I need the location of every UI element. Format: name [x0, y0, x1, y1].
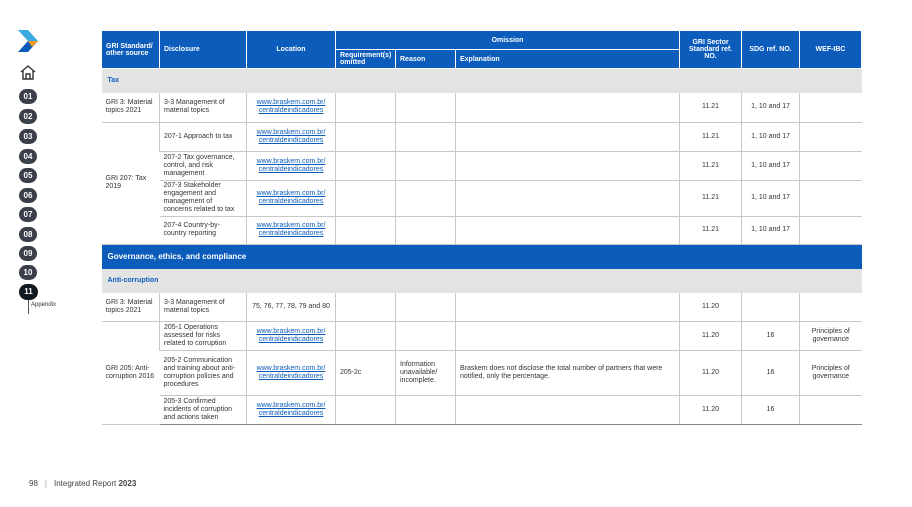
disclosure-cell: 205-2 Communication and training about anti-corruption policies and procedures — [160, 351, 247, 396]
location-link[interactable]: www.braskem.com.br/ centraldeindicadores — [256, 328, 326, 343]
nav-item-08[interactable]: 08 — [19, 227, 37, 242]
location-cell — [247, 216, 336, 244]
sdg-cell: 1, 10 and 17 — [742, 151, 800, 180]
sector-cell: 11.20 — [680, 322, 742, 351]
header-omission: Omission — [336, 31, 680, 50]
standard-cell: GRI 3: Material topics 2021 — [102, 293, 160, 322]
section-anticorruption: Anti-corruption — [102, 269, 862, 293]
location-cell — [247, 351, 336, 396]
page-number: 98 — [29, 479, 38, 488]
nav-item-10[interactable]: 10 — [19, 265, 37, 280]
nav-item-05[interactable]: 05 — [19, 168, 37, 183]
nav-sub-divider — [28, 300, 29, 314]
nav-item-02[interactable]: 02 — [19, 109, 37, 124]
disclosure-cell: 205-1 Operations assessed for risks related to corruption — [160, 322, 247, 351]
location-link[interactable]: www.braskem.com.br/ centraldeindicadores — [256, 190, 326, 205]
header-explanation: Explanation — [456, 50, 680, 69]
reason-cell: Information unavailable/ incomplete. — [396, 351, 456, 396]
braskem-logo-icon — [18, 30, 38, 52]
sdg-cell: 1, 10 and 17 — [742, 180, 800, 216]
location-cell: 75, 76, 77, 78, 79 and 80 — [247, 293, 336, 322]
sector-cell: 11.21 — [680, 216, 742, 244]
sector-cell: 11.21 — [680, 122, 742, 151]
table-row — [102, 122, 862, 151]
standard-cell: GRI 205: Anti-corruption 2016 — [102, 322, 160, 425]
header-reason: Reason — [396, 50, 456, 69]
location-cell — [247, 122, 336, 151]
house-icon[interactable] — [19, 64, 37, 80]
sdg-cell: 1, 10 and 17 — [742, 93, 800, 122]
explanation-cell: Braskem does not disclose the total number of partners that were notified, only the percentage. — [456, 351, 680, 396]
nav-item-07[interactable]: 07 — [19, 207, 37, 222]
sector-cell: 11.21 — [680, 151, 742, 180]
wef-cell: Principles of governance — [800, 351, 862, 396]
table-row — [102, 351, 862, 396]
report-name: Integrated Report — [53, 479, 117, 488]
header-standard: GRI Standard/ other source — [102, 31, 160, 69]
location-link[interactable]: www.braskem.com.br/ centraldeindicadores — [256, 222, 326, 237]
location-link[interactable]: www.braskem.com.br/ centraldeindicadores — [256, 99, 326, 115]
location-link[interactable]: www.braskem.com.br/ centraldeindicadores — [256, 402, 326, 417]
location-cell — [247, 396, 336, 425]
table-row — [102, 322, 862, 351]
sector-cell: 11.20 — [680, 396, 742, 425]
nav-item-09[interactable]: 09 — [19, 246, 37, 261]
sector-cell: 11.21 — [680, 180, 742, 216]
sector-cell: 11.20 — [680, 293, 742, 322]
sector-cell: 11.21 — [680, 93, 742, 122]
header-disclosure: Disclosure — [160, 31, 247, 69]
wef-cell: Principles of governance — [800, 322, 862, 351]
standard-cell: GRI 207: Tax 2019 — [102, 122, 160, 244]
disclosure-cell: 3-3 Management of material topics — [160, 293, 247, 322]
disclosure-cell: 3-3 Management of material topics — [160, 93, 247, 122]
location-cell — [247, 180, 336, 216]
requirement-cell: 205-2c — [336, 351, 396, 396]
location-link[interactable]: www.braskem.com.br/ centraldeindicadores — [256, 157, 326, 173]
location-cell — [247, 93, 336, 122]
standard-cell: GRI 3: Material topics 2021 — [102, 93, 160, 122]
report-year: 2023 — [118, 479, 137, 488]
location-cell — [247, 151, 336, 180]
nav-item-03[interactable]: 03 — [19, 129, 37, 144]
sdg-cell: 1, 10 and 17 — [742, 216, 800, 244]
disclosure-cell: 207-4 Country-by-country reporting — [160, 216, 247, 244]
disclosure-cell: 207-3 Stakeholder engagement and management of concerns related to tax — [160, 180, 247, 216]
table-row — [102, 151, 862, 180]
location-link[interactable]: www.braskem.com.br/ centraldeindicadores — [256, 365, 326, 380]
location-link[interactable]: www.braskem.com.br/ centraldeindicadores — [256, 128, 326, 144]
sdg-cell: 16 — [742, 322, 800, 351]
nav-item-11-active[interactable]: 11 — [19, 284, 38, 300]
sector-cell: 11.20 — [680, 351, 742, 396]
disclosure-cell: 207-1 Approach to tax — [160, 122, 247, 151]
gri-content-index-table — [101, 30, 862, 425]
table-row — [102, 216, 862, 244]
header-wef-ibc: WEF-IBC — [800, 31, 862, 69]
table-row — [102, 93, 862, 122]
nav-item-06[interactable]: 06 — [19, 188, 37, 203]
nav-sub-appendix[interactable]: Appendix — [31, 302, 57, 308]
disclosure-cell: 207-2 Tax governance, control, and risk management — [160, 151, 247, 180]
sdg-cell: 16 — [742, 351, 800, 396]
section-governance: Governance, ethics, and compliance — [102, 244, 862, 269]
nav-item-01[interactable]: 01 — [19, 89, 37, 104]
sdg-cell: 16 — [742, 396, 800, 425]
location-cell — [247, 322, 336, 351]
sdg-cell: 1, 10 and 17 — [742, 122, 800, 151]
disclosure-cell: 205-3 Confirmed incidents of corruption and actions taken — [160, 396, 247, 425]
footer-divider: | — [44, 479, 47, 488]
table-row — [102, 396, 862, 425]
table-row — [102, 180, 862, 216]
section-tax: Tax — [102, 69, 862, 94]
header-requirements-omitted: Requirement(s) omitted — [336, 50, 396, 69]
header-location: Location — [247, 31, 336, 69]
page-footer — [29, 479, 136, 488]
table-row — [102, 293, 862, 322]
header-sector-ref: GRI Sector Standard ref. NO. — [680, 31, 742, 69]
header-sdg-ref: SDG ref. NO. — [742, 31, 800, 69]
nav-item-04[interactable]: 04 — [19, 149, 37, 164]
